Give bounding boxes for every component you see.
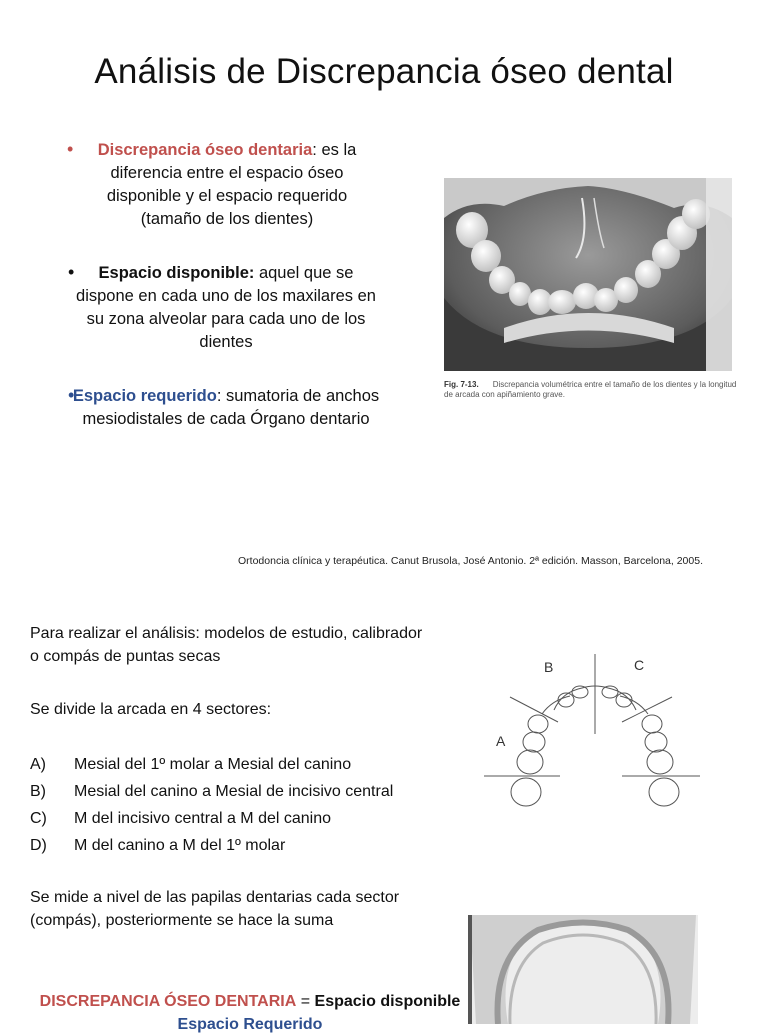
list-item <box>30 751 460 778</box>
diagram-label-c: C <box>634 657 645 673</box>
bullet-discrepancia <box>82 139 372 231</box>
page-title: Análisis de Discrepancia óseo dental <box>94 52 674 91</box>
list-item-text: M del canino a M del 1º molar <box>74 837 286 854</box>
list-item <box>30 832 460 859</box>
arch-diagram-drawing <box>482 652 702 812</box>
list-item-label: C) <box>30 810 47 827</box>
dental-cast-image <box>468 885 698 1024</box>
bullet-text: aquel que se dispone en cada uno de los maxilares en su zona alveolar para cada uno de los dientes <box>76 264 376 351</box>
list-item <box>30 778 460 805</box>
bullet-term: Espacio requerido <box>72 387 217 405</box>
list-item-label: B) <box>30 783 46 800</box>
bullet-text: : sumatoria de anchos mesiodistales de cada Órgano dentario <box>82 387 380 428</box>
sector-list <box>30 751 460 859</box>
diagram-label-a: A <box>496 733 506 749</box>
paragraph-measurement: Se mide a nivel de las papilas dentarias cada sector (compás), posteriormente se hace la suma <box>30 889 400 929</box>
bullet-text: : es la diferencia entre el espacio óseo disponible y el espacio requerido (tamaño de los dientes) <box>106 141 357 228</box>
equation-operator: = <box>296 993 315 1010</box>
equation-left: DISCREPANCIA ÓSEO DENTARIA <box>39 993 297 1010</box>
dental-cast-photo <box>468 885 698 1024</box>
diagram-label-b: B <box>544 659 554 675</box>
list-item-text: M del incisivo central a M del canino <box>74 810 332 827</box>
bullet-term: Discrepancia óseo dentaria <box>97 141 313 159</box>
list-item <box>30 805 460 832</box>
list-item-text: Mesial del 1º molar a Mesial del canino <box>74 756 352 773</box>
bullet-marker: • <box>68 385 75 405</box>
list-item-label: A) <box>30 756 46 773</box>
lower-arch-photo-image <box>444 178 732 371</box>
bullet-marker: • <box>68 262 75 282</box>
reference-citation: Ortodoncia clínica y terapéutica. Canut Brusola, José Antonio. 2ª edición. Masson, Barcelona, 2005. <box>238 555 703 567</box>
list-item-text: Mesial del canino a Mesial de incisivo central <box>74 783 394 800</box>
discrepancy-equation <box>35 990 465 1036</box>
list-item-label: D) <box>30 837 47 854</box>
figure-caption <box>444 380 744 400</box>
equation-right-b: Espacio Requerido <box>177 1016 323 1033</box>
figure-label: Fig. 7-13. <box>444 380 479 389</box>
paragraph-materials: Para realizar el análisis: modelos de estudio, calibrador o compás de puntas secas <box>30 625 423 665</box>
bullet-term: Espacio disponible: <box>98 264 255 282</box>
figure-caption-text: Discrepancia volumétrica entre el tamaño de los dientes y la longitud de arcada con apiñamiento grave. <box>444 380 737 399</box>
arch-sector-diagram <box>482 652 702 812</box>
bullet-marker: • <box>67 139 74 159</box>
equation-right-a: Espacio disponible <box>314 993 461 1010</box>
bullet-espacio-requerido <box>72 385 380 431</box>
paragraph-sectors-intro: Se divide la arcada en 4 sectores: <box>30 701 272 718</box>
clinical-photo <box>444 178 732 371</box>
bullet-espacio-disponible <box>72 262 380 354</box>
